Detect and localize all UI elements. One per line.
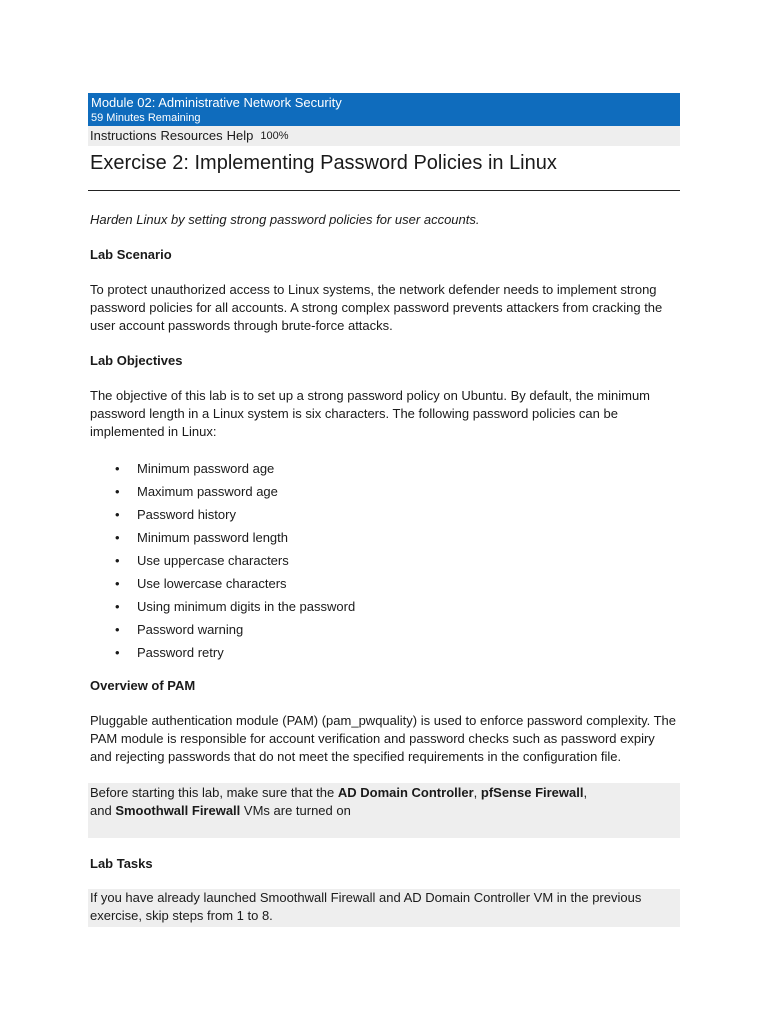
note-text: ,: [583, 785, 588, 800]
nav-bar: [88, 126, 680, 146]
pam-overview-heading: Overview of PAM: [90, 678, 196, 693]
lab-tasks-note: [88, 889, 680, 927]
list-item: • Maximum password age: [137, 480, 680, 503]
lab-content: [88, 211, 680, 927]
list-item: • Password warning: [137, 618, 680, 641]
exercise-title: Exercise 2: Implementing Password Policies in Linux: [90, 152, 557, 174]
list-item: • Minimum password age: [137, 457, 680, 480]
time-remaining: 59 Minutes Remaining: [91, 112, 201, 124]
exercise-subtitle: Harden Linux by setting strong password policies for user accounts.: [90, 212, 480, 227]
list-item: • Password history: [137, 503, 680, 526]
lab-panel: [88, 93, 680, 927]
list-item: • Using minimum digits in the password: [137, 595, 680, 618]
lab-objectives-text: The objective of this lab is to set up a strong password policy on Ubuntu. By default, the minimum password length in a Linux system is six characters. The following password policies can be implemented in Linux:: [90, 388, 651, 439]
nav-instructions-link[interactable]: Instructions: [90, 128, 157, 143]
list-item: • Password retry: [137, 641, 680, 664]
lab-tasks-heading: Lab Tasks: [90, 856, 153, 871]
note-text: VMs are turned on: [240, 803, 351, 818]
list-item: • Use lowercase characters: [137, 572, 680, 595]
title-divider: [88, 190, 680, 191]
zoom-level[interactable]: 100%: [260, 130, 289, 142]
note-text: and: [90, 803, 116, 818]
list-item: • Minimum password length: [137, 526, 680, 549]
vm-name-smoothwall-firewall: Smoothwall Firewall: [115, 803, 241, 818]
list-item: • Use uppercase characters: [137, 549, 680, 572]
vm-prerequisite-note: [88, 783, 680, 838]
lab-tasks-note-text: If you have already launched Smoothwall Firewall and AD Domain Controller VM in the previous exercise, skip steps from 1 to 8.: [90, 890, 642, 923]
lab-objectives-heading: Lab Objectives: [90, 353, 183, 368]
password-policy-list: [90, 457, 680, 664]
note-text: ,: [473, 785, 481, 800]
module-header: [88, 93, 680, 126]
vm-name-pfsense-firewall: pfSense Firewall: [480, 785, 584, 800]
vm-name-ad-domain-controller: AD Domain Controller: [337, 785, 474, 800]
lab-scenario-text: To protect unauthorized access to Linux systems, the network defender needs to implement strong password policies for all accounts. A strong complex password prevents attackers from cracking the user account passwords through brute-force attacks.: [90, 282, 663, 333]
nav-help-link[interactable]: Help: [226, 128, 254, 143]
lab-scenario-heading: Lab Scenario: [90, 247, 172, 262]
nav-resources-link[interactable]: Resources: [160, 128, 223, 143]
module-title: Module 02: Administrative Network Security: [91, 95, 342, 110]
note-text: Before starting this lab, make sure that the: [90, 785, 338, 800]
pam-overview-text: Pluggable authentication module (PAM) (pam_pwquality) is used to enforce password complexity. The PAM module is responsible for account verification and password checks such as password expiry and rejecting passwords that do not meet the specified requirements in the configuration file.: [90, 713, 677, 764]
